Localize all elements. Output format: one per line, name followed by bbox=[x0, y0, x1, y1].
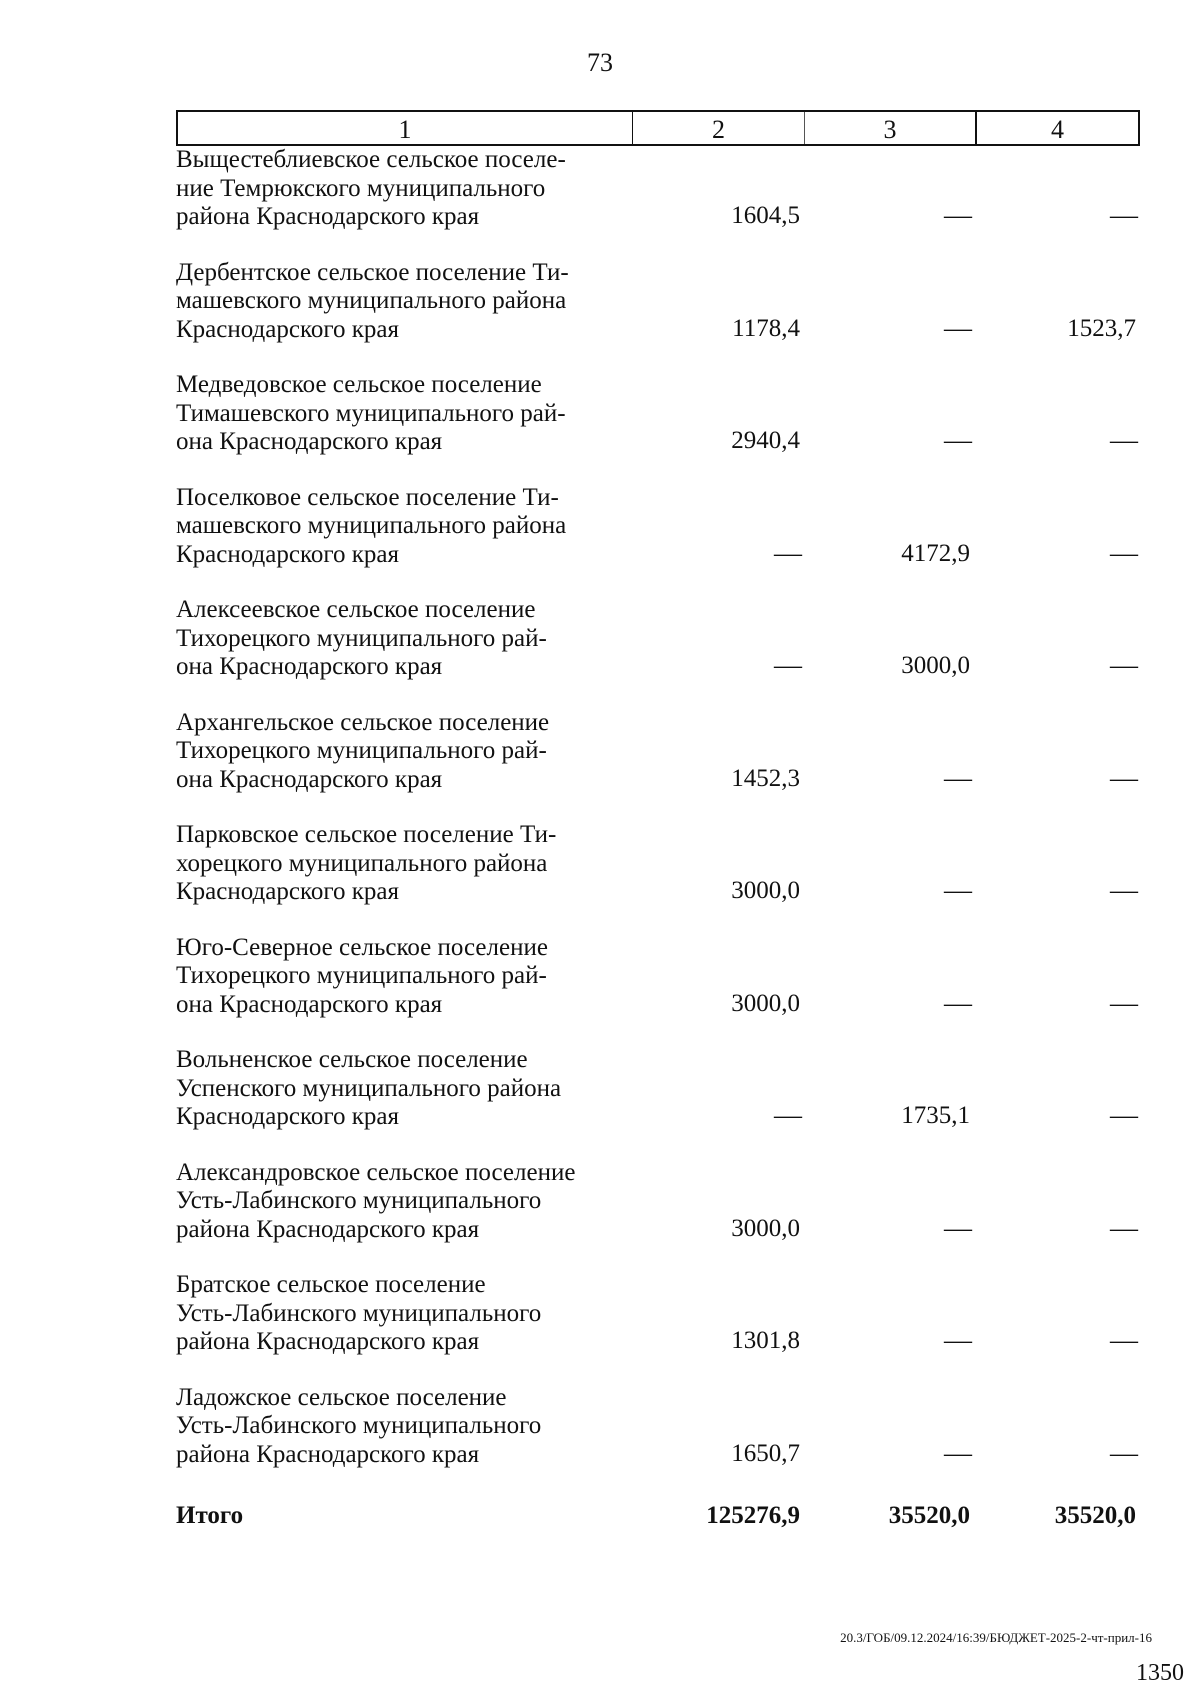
col-2-value: 1178,4 bbox=[732, 314, 800, 342]
header-col-3: 3 bbox=[805, 112, 977, 144]
col-2-value: 3000,0 bbox=[731, 877, 800, 904]
col-4-value: — bbox=[1110, 1325, 1136, 1356]
table-row bbox=[176, 821, 1140, 934]
col-3-value: — bbox=[944, 1437, 970, 1469]
col-4-value: — bbox=[1110, 875, 1136, 906]
col-4-value: — bbox=[1110, 1100, 1136, 1131]
col-4-value: — bbox=[1110, 1212, 1136, 1244]
total-col-4: 35520,0 bbox=[1054, 1502, 1136, 1529]
col-3-value: — bbox=[944, 762, 970, 794]
col-3-value: 4172,9 bbox=[901, 539, 970, 567]
table-row bbox=[176, 1271, 1140, 1384]
settlement-name: Юго-Северное сельское поселение Тихорецкого муниципального рай- она Краснодарского края bbox=[176, 933, 548, 1018]
table-row bbox=[176, 1159, 1140, 1272]
table-row bbox=[176, 1384, 1140, 1497]
col-3-value: 1735,1 bbox=[901, 1102, 970, 1129]
col-3-value: — bbox=[944, 1212, 970, 1244]
col-2-value: 3000,0 bbox=[731, 1214, 800, 1242]
page-number: 73 bbox=[587, 48, 613, 77]
settlement-name: Архангельское сельское поселение Тихорецкого муниципального рай- она Краснодарского края bbox=[176, 708, 550, 793]
settlement-name: Ладожское сельское поселение Усть-Лабинского муниципального района Краснодарского края bbox=[176, 1383, 542, 1468]
col-3-value: — bbox=[944, 312, 970, 344]
settlement-name: Алексеевское сельское поселение Тихорецкого муниципального рай- она Краснодарского края bbox=[176, 596, 547, 680]
table-row bbox=[176, 371, 1140, 484]
col-4-value: — bbox=[1110, 762, 1136, 794]
header-col-2: 2 bbox=[633, 112, 805, 144]
total-row bbox=[176, 1502, 1140, 1536]
settlement-name: Дербентское сельское поселение Ти- машевского муниципального района Краснодарского края bbox=[176, 258, 569, 343]
col-4-value: — bbox=[1110, 425, 1136, 456]
col-3-value: — bbox=[944, 1325, 970, 1356]
settlement-name: Медведовское сельское поселение Тимашевского муниципального рай- она Краснодарского края bbox=[176, 371, 566, 455]
table-body bbox=[176, 146, 1140, 1496]
table-header bbox=[176, 110, 1140, 146]
settlement-name: Парковское сельское поселение Ти- хорецкого муниципального района Краснодарского края bbox=[176, 821, 557, 905]
col-4-value: — bbox=[1110, 987, 1136, 1019]
col-3-value: — bbox=[944, 987, 970, 1019]
table-row bbox=[176, 259, 1140, 372]
header-col-4: 4 bbox=[1051, 115, 1064, 144]
col-2-value: — bbox=[774, 1100, 800, 1131]
col-4-value: — bbox=[1110, 537, 1136, 569]
col-2-value: — bbox=[774, 650, 800, 681]
col-4-value: 1523,7 bbox=[1067, 314, 1136, 342]
settlement-name: Поселковое сельское поселение Ти- машевского муниципального района Краснодарского края bbox=[176, 483, 567, 568]
settlement-name: Александровское сельское поселение Усть-Лабинского муниципального района Краснодарского края bbox=[176, 1158, 576, 1243]
col-2-value: 1604,5 bbox=[731, 202, 800, 229]
sheet-number: 1350 bbox=[1136, 1660, 1184, 1686]
settlement-name: Выщестеблиевское сельское поселе- ние Темрюкского муниципального района Краснодарского края bbox=[176, 146, 566, 230]
col-3-value: 3000,0 bbox=[901, 652, 970, 679]
col-2-value: — bbox=[774, 537, 800, 569]
table-row bbox=[176, 934, 1140, 1047]
col-2-value: 1452,3 bbox=[731, 764, 800, 792]
table-row bbox=[176, 484, 1140, 597]
col-2-value: 3000,0 bbox=[731, 989, 800, 1017]
col-4-value: — bbox=[1110, 200, 1136, 231]
settlement-name: Братское сельское поселение Усть-Лабинского муниципального района Краснодарского края bbox=[176, 1271, 542, 1355]
col-3-value: — bbox=[944, 425, 970, 456]
settlement-name: Вольненское сельское поселение Успенского муниципального района Краснодарского края bbox=[176, 1046, 562, 1130]
header-col-1: 1 bbox=[178, 112, 633, 144]
document-code: 20.3/ГОБ/09.12.2024/16:39/БЮДЖЕТ-2025-2-чт-прил-16 bbox=[840, 1630, 1152, 1645]
col-2-value: 1301,8 bbox=[731, 1327, 800, 1354]
table-row bbox=[176, 709, 1140, 822]
total-label: Итого bbox=[176, 1502, 244, 1529]
col-2-value: 1650,7 bbox=[731, 1439, 800, 1467]
total-col-3: 35520,0 bbox=[888, 1502, 970, 1529]
table-row bbox=[176, 146, 1140, 259]
table-row bbox=[176, 1046, 1140, 1159]
total-col-2: 125276,9 bbox=[706, 1502, 800, 1529]
table-row bbox=[176, 596, 1140, 709]
col-4-value: — bbox=[1110, 1437, 1136, 1469]
col-3-value: — bbox=[944, 200, 970, 231]
col-3-value: — bbox=[944, 875, 970, 906]
col-2-value: 2940,4 bbox=[731, 427, 800, 454]
col-4-value: — bbox=[1110, 650, 1136, 681]
